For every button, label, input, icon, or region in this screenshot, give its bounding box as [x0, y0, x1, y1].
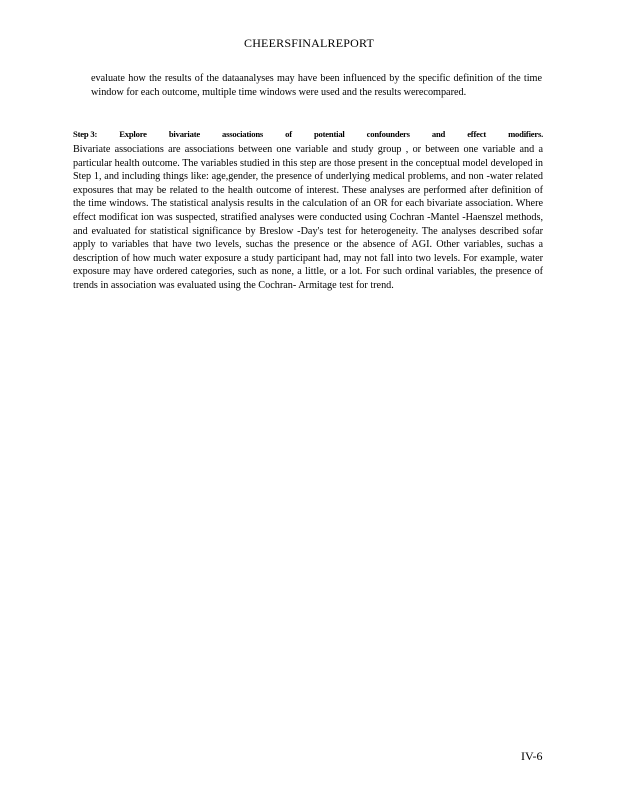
heading-word: confounders — [366, 129, 410, 139]
heading-word: associations — [222, 129, 264, 139]
heading-word: Explore — [119, 129, 147, 139]
heading-word: modifiers. — [508, 129, 544, 139]
page-number: IV-6 — [521, 749, 543, 763]
heading-word: Step 3: — [73, 129, 98, 139]
heading-word: bivariate — [168, 129, 200, 139]
page-header-title: CHEERSFINALREPORT — [243, 36, 375, 50]
heading-word: and — [431, 129, 446, 139]
continued-paragraph: evaluate how the results of the dataanalyses may have been influenced by the specific definition of the time window for each outcome, multiple time windows were used and the results werecompared. — [91, 73, 542, 98]
heading-word: of — [285, 129, 292, 139]
heading-word: effect — [467, 129, 487, 139]
step-3-heading — [73, 129, 543, 139]
heading-word: potential — [313, 129, 345, 139]
step-3-paragraph: Bivariate associations are associations between one variable and study group , or between one variable and a particular health outcome. The variables studied in this step are those present in the conceptual model developed in Step 1, and including things like: age,gender, the presence of underlying medical problems, and non -water related exposures that may be related to the health outcome of interest. These analyses are performed after definition of the time windows. The statistical analysis results in the calculation of an OR for each bivariate association. Where effect modificat ion was suspected, stratified analyses were conducted using Cochran -Mantel -Haenszel methods, and evaluated for statistical significance by Breslow -Day's test for heterogeneity. The analyses described sofar apply to variables that have two levels, suchas the presence or the absence of AGI. Other variables, suchas a description of how much water exposure a study participant had, may not fall into two levels. For example, water exposure may have ordered categories, such as none, a little, or a lot. For such ordinal variables, the presence of trends in association was evaluated using the Cochran- Armitage test for trend. — [73, 144, 543, 291]
